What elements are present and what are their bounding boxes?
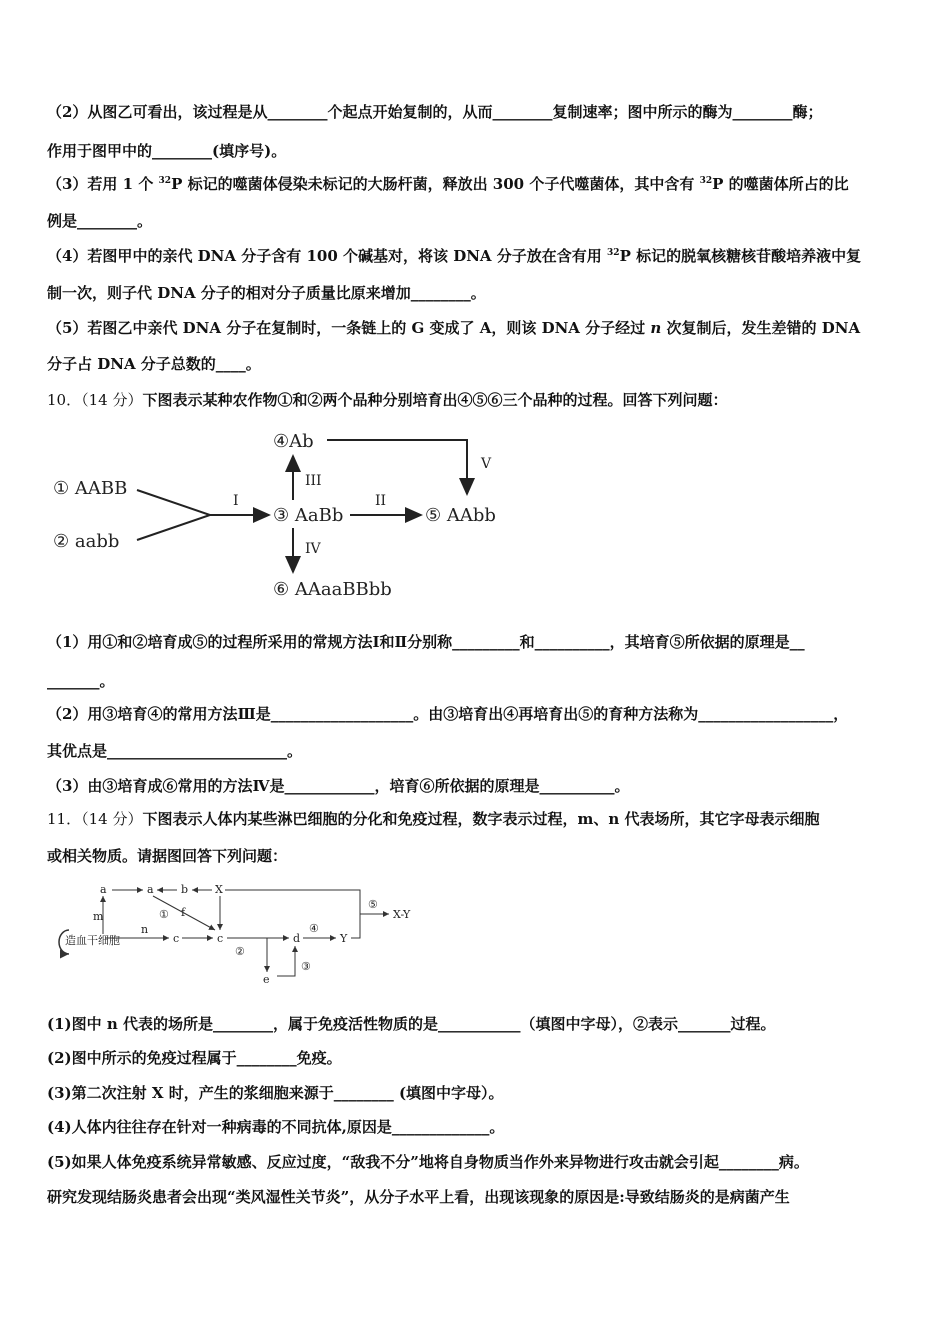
q9-p3-text-b: P 标记的噬菌体侵染未标记的大肠杆菌，释放出 300 个子代噬菌体，其中含有	[171, 175, 700, 193]
q9-p2-line1: （2）从图乙可看出，该过程是从________个起点开始复制的，从而________复制速率；图中所示的酶为________酶；	[47, 103, 823, 121]
q11-p2: (2)图中所示的免疫过程属于________免疫。	[47, 1049, 342, 1067]
line-y-to-x	[225, 890, 360, 938]
q9-p2-line2: 作用于图甲中的________(填序号)。	[47, 142, 287, 160]
q9-p5-text-a: （5）若图乙中亲代 DNA 分子在复制时，一条链上的 G 变成了 A，则该 DNA 分子经过	[47, 319, 651, 337]
node-aabb-5: ⑤ AAbb	[425, 505, 496, 526]
label-f: f	[181, 906, 186, 919]
step-5: ⑤	[368, 898, 378, 911]
q10-p1-line1: （1）用①和②培育成⑤的过程所采用的常规方法Ⅰ和Ⅱ分别称_________和__________，其培育⑤所依据的原理是__	[47, 633, 805, 651]
q9-p3-line1	[47, 173, 849, 194]
q9-p5-line1	[47, 317, 860, 338]
q9-p5-line2: 分子占 DNA 分子总数的____。	[47, 355, 261, 373]
step-2: ②	[235, 945, 245, 958]
node-aabb-parent1: ① AABB	[53, 478, 128, 499]
cell-a-right: a	[147, 883, 154, 896]
cell-c-right: c	[217, 932, 224, 945]
node-aabb-f1: ③ AaBb	[273, 505, 344, 526]
label-step-2: II	[375, 493, 387, 509]
q9-p3-text-a: （3）若用 1 个	[47, 175, 159, 193]
q11-p1: (1)图中 n 代表的场所是________，属于免疫活性物质的是___________（填图中字母），②表示_______过程。	[47, 1015, 776, 1033]
q9-p5-n: n	[650, 319, 662, 337]
complex-xy: X-Y	[393, 908, 411, 921]
q10-header-text: 下图表示某种农作物①和②两个品种分别培育出④⑤⑥三个品种的过程。回答下列问题：	[142, 391, 728, 409]
q9-p4-text-a: （4）若图甲中的亲代 DNA 分子含有 100 个碱基对，将该 DNA 分子放在含有用	[47, 247, 608, 265]
q9-p3-text-c: P 的噬菌体所占的比	[712, 175, 849, 193]
label-step-4: IV	[305, 541, 321, 557]
cell-e: e	[263, 973, 270, 985]
q11-header-line2: 或相关物质。请据图回答下列问题：	[47, 847, 288, 865]
step-3: ③	[301, 960, 311, 973]
cell-b: b	[181, 883, 189, 896]
q9-p4-line2: 制一次，则子代 DNA 分子的相对分子质量比原来增加________。	[47, 284, 486, 302]
q9-p3-line2: 例是________。	[47, 212, 153, 230]
q9-p5-text-b: 次复制后，发生差错的 DNA	[661, 319, 861, 337]
breeding-diagram	[45, 420, 525, 610]
arrow-step-5	[327, 440, 467, 494]
label-step-1: I	[233, 493, 239, 509]
arrow-e-to-d	[277, 946, 295, 976]
q10-p2-line2: 其优点是________________________。	[47, 742, 303, 760]
q10-header	[47, 389, 727, 410]
q9-p4-text-b: P 标记的脱氧核糖核苷酸培养液中复	[619, 247, 862, 265]
q10-p1-line2: _______。	[47, 672, 115, 690]
merge-lines	[137, 490, 210, 540]
q9-p4-sup: 32	[607, 248, 620, 258]
q11-p4: (4)人体内往往存在针对一种病毒的不同抗体,原因是_____________。	[47, 1118, 505, 1136]
step-4: ④	[309, 922, 319, 935]
stem-cell-label: 造血干细胞	[65, 934, 120, 947]
q9-p4-line1	[47, 245, 861, 266]
q9-p3-sup2: 32	[699, 176, 713, 186]
antigen-x: X	[215, 883, 223, 896]
q11-header	[47, 808, 819, 829]
node-aabb-parent2: ② aabb	[53, 531, 120, 552]
q10-p2-line1: （2）用③培育④的常用方法Ⅲ是___________________。由③培育出④再培育出⑤的育种方法称为__________________，	[47, 705, 849, 723]
q11-number: 11．（14 分）	[47, 810, 143, 828]
label-m: m	[93, 910, 104, 923]
label-step-3: III	[305, 473, 322, 489]
step-1: ①	[159, 908, 169, 921]
node-tetraploid: ⑥ AAaaBBbb	[273, 579, 392, 600]
cell-c-left: c	[173, 932, 180, 945]
q11-p6: 研究发现结肠炎患者会出现“类风湿性关节炎”，从分子水平上看，出现该现象的原因是:导致结肠炎的是病菌产生	[47, 1188, 790, 1206]
label-n: n	[141, 923, 149, 936]
q11-header-text: 下图表示人体内某些淋巴细胞的分化和免疫过程，数字表示过程，m、n 代表场所，其它字母表示细胞	[142, 810, 820, 828]
label-step-5: V	[481, 456, 492, 472]
q11-p5: (5)如果人体免疫系统异常敏感、反应过度，“敌我不分”地将自身物质当作外来异物进行攻击就会引起________病。	[47, 1153, 809, 1171]
cell-d: d	[293, 932, 301, 945]
q10-p3-line1: （3）由③培育成⑥常用的方法Ⅳ是____________，培育⑥所依据的原理是__________。	[47, 777, 630, 795]
cell-a-left: a	[100, 883, 107, 896]
q11-p3: (3)第二次注射 X 时，产生的浆细胞来源于________ (填图中字母）。	[47, 1084, 504, 1102]
immune-diagram	[55, 880, 435, 985]
antibody-y: Y	[340, 932, 348, 945]
node-ab: ④Ab	[273, 431, 314, 452]
q10-number: 10．（14 分）	[47, 391, 143, 409]
q9-p3-sup1: 32	[158, 176, 172, 186]
